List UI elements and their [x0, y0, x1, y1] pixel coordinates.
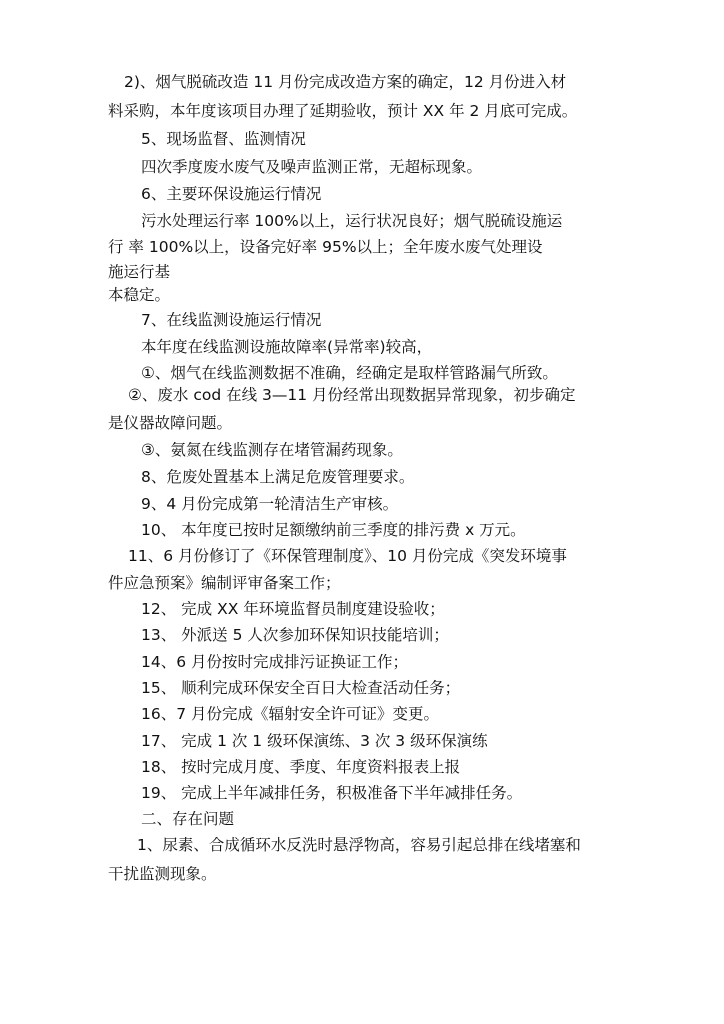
text-line: 6、主要环保设施运行情况 [141, 185, 322, 203]
text-line: 11、6 月份修订了《环保管理制度》、10 月份完成《突发环境事 [128, 547, 567, 565]
text-line: 17、 完成 1 次 1 级环保演练、3 次 3 级环保演练 [141, 732, 488, 750]
text-line: 8、危废处置基本上满足危废管理要求。 [141, 468, 415, 486]
text-line: 9、4 月份完成第一轮清洁生产审核。 [141, 495, 399, 513]
text-line: 7、在线监测设施运行情况 [141, 311, 322, 329]
text-line: 料采购，本年度该项目办理了延期验收，预计 XX 年 2 月底可完成。 [108, 102, 578, 120]
text-line: 2)、烟气脱硫改造 11 月份完成改造方案的确定，12 月份进入材 [124, 73, 567, 91]
text-line: 14、6 月份按时完成排污证换证工作； [141, 653, 409, 671]
text-line: ③、氨氮在线监测存在堵管漏药现象。 [141, 441, 403, 459]
text-line: 13、 外派送 5 人次参加环保知识技能培训； [141, 626, 449, 644]
text-line: 15、 顺利完成环保安全百日大检查活动任务； [141, 679, 461, 697]
text-line: 16、7 月份完成《辐射安全许可证》变更。 [141, 705, 440, 723]
text-line: ①、烟气在线监测数据不准确，经确定是取样管路漏气所致。 [141, 364, 558, 382]
text-line: 5、现场监督、监测情况 [141, 130, 306, 148]
text-line: 12、 完成 XX 年环境监督员制度建设验收； [141, 600, 445, 618]
text-line: 二、存在问题 [141, 810, 235, 828]
text-line: 件应急预案》编制评审备案工作； [108, 574, 341, 592]
text-line: 19、 完成上半年减排任务，积极准备下半年减排任务。 [141, 784, 523, 802]
text-line: 本稳定。 [108, 286, 171, 304]
text-line: 行 率 100%以上，设备完好率 95%以上；全年废水废气处理设 [108, 238, 543, 256]
text-line: 四次季度废水废气及噪声监测正常，无超标现象。 [141, 158, 483, 176]
text-line: ②、废水 cod 在线 3—11 月份经常出现数据异常现象，初步确定 [128, 386, 576, 404]
text-line: 污水处理运行率 100%以上，运行状况良好；烟气脱硫设施运 [141, 212, 563, 230]
text-line: 是仪器故障问题。 [108, 414, 233, 432]
text-line: 18、 按时完成月度、季度、年度资料报表上报 [141, 758, 461, 776]
text-line: 本年度在线监测设施故障率(异常率)较高， [141, 338, 433, 356]
text-line: 10、 本年度已按时足额缴纳前三季度的排污费 x 万元。 [141, 521, 526, 539]
text-line: 1、尿素、合成循环水反洗时悬浮物高，容易引起总排在线堵塞和 [137, 836, 581, 854]
text-line: 干扰监测现象。 [108, 865, 217, 883]
text-line: 施运行基 [108, 263, 171, 281]
